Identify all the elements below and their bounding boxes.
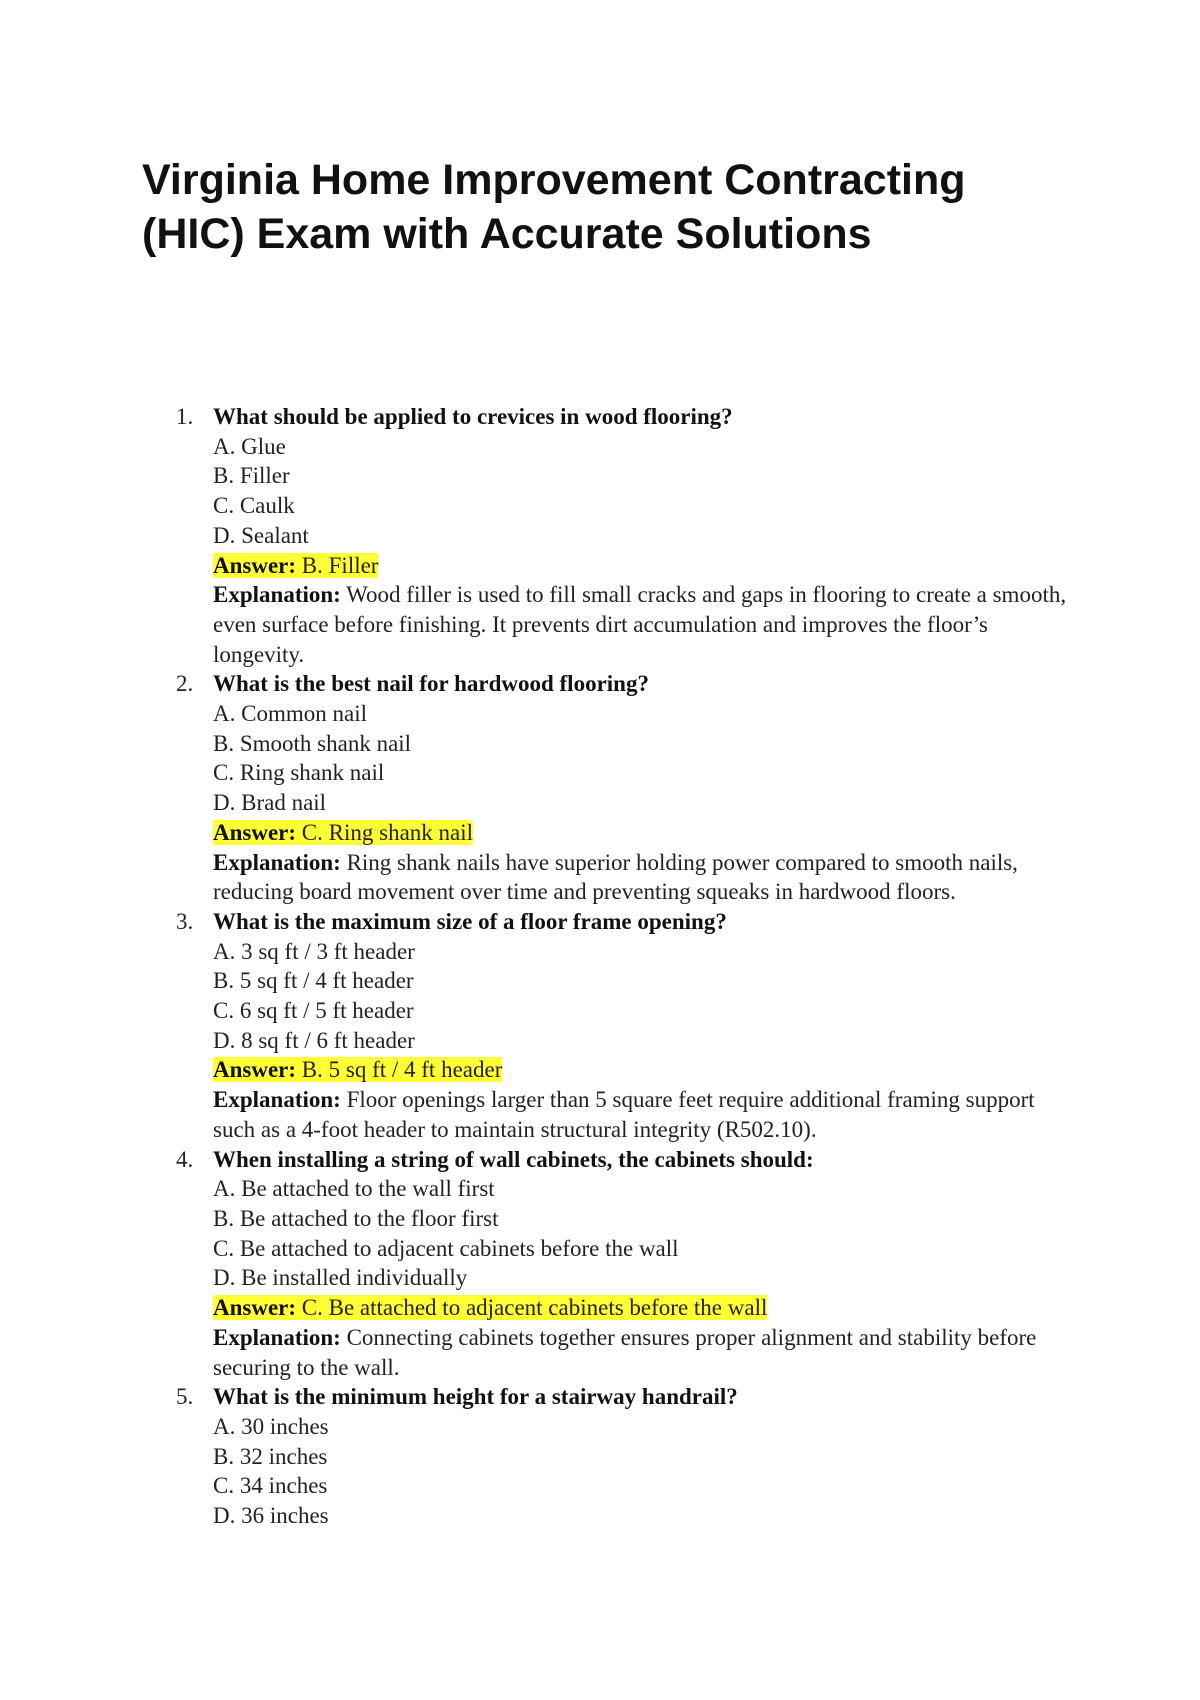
question-text: When installing a string of wall cabinets, the cabinets should: — [213, 1146, 814, 1172]
explanation-label: Explanation: — [213, 1324, 341, 1350]
answer-value: B. Filler — [301, 552, 379, 578]
explanation-text: Floor openings larger than 5 square feet require additional framing support such as a 4-foot header to maintain structural integrity (R502.10). — [213, 1087, 1035, 1142]
option-a: A. 30 inches — [213, 1413, 329, 1439]
answer-value: B. 5 sq ft / 4 ft header — [301, 1057, 503, 1083]
question-text: What is the best nail for hardwood flooring? — [213, 671, 649, 697]
option-c: C. Ring shank nail — [213, 760, 385, 786]
explanation-text: Ring shank nails have superior holding power compared to smooth nails, reducing board movement over time and preventing squeaks in hardwood floors. — [213, 849, 1018, 905]
answer-line — [213, 818, 1076, 848]
answer-highlight — [213, 1057, 502, 1082]
question-item-3 — [176, 907, 1076, 1145]
explanation-text: Connecting cabinets together ensures proper alignment and stability before securing to the wall. — [213, 1324, 1037, 1380]
answer-line — [213, 551, 1076, 581]
question-item-2 — [176, 669, 1076, 907]
option-d: D. Be installed individually — [213, 1265, 468, 1291]
question-text: What should be applied to crevices in wood flooring? — [213, 404, 733, 429]
question-item-5 — [176, 1382, 1076, 1531]
question-number: 1. — [176, 404, 194, 429]
question-text: What is the maximum size of a floor frame opening? — [213, 908, 727, 934]
option-b: B. Smooth shank nail — [213, 730, 412, 756]
explanation — [213, 848, 1076, 907]
question-item-1 — [176, 402, 1076, 669]
option-d: D. 8 sq ft / 6 ft header — [213, 1027, 415, 1053]
answer-label: Answer: — [213, 1295, 297, 1321]
answer-line — [213, 1293, 1076, 1323]
question-item-4 — [176, 1145, 1076, 1383]
explanation — [213, 1323, 1076, 1382]
answer-highlight — [213, 1295, 767, 1320]
question-list — [176, 402, 1076, 1531]
answer-value: C. Ring shank nail — [301, 819, 474, 845]
option-b: B. 5 sq ft / 4 ft header — [213, 968, 414, 994]
answer-label: Answer: — [213, 819, 297, 845]
option-c: C. Be attached to adjacent cabinets before the wall — [213, 1235, 679, 1261]
question-number: 3. — [176, 908, 194, 934]
option-c: C. Caulk — [213, 493, 295, 519]
answer-highlight — [213, 553, 378, 578]
explanation-label: Explanation: — [213, 582, 341, 608]
option-c: C. 6 sq ft / 5 ft header — [213, 998, 414, 1024]
option-b: B. 32 inches — [213, 1443, 328, 1469]
question-number: 4. — [176, 1146, 194, 1172]
answer-line — [213, 1055, 1076, 1085]
question-text: What is the minimum height for a stairway handrail? — [213, 1384, 738, 1410]
answer-value: C. Be attached to adjacent cabinets before the wall — [301, 1295, 768, 1321]
answer-label: Answer: — [213, 552, 297, 578]
option-b: B. Filler — [213, 463, 290, 489]
option-b: B. Be attached to the floor first — [213, 1205, 499, 1231]
answer-highlight — [213, 820, 473, 845]
option-a: A. 3 sq ft / 3 ft header — [213, 938, 415, 964]
title-line-2: (HIC) Exam with Accurate Solutions — [142, 210, 872, 258]
option-a: A. Glue — [213, 433, 286, 459]
title-line-1: Virginia Home Improvement Contracting — [142, 156, 966, 204]
option-a: A. Common nail — [213, 701, 367, 727]
option-c: C. 34 inches — [213, 1473, 328, 1499]
explanation-label: Explanation: — [213, 1087, 341, 1113]
option-d: D. Sealant — [213, 522, 309, 548]
document-title — [142, 153, 1102, 261]
explanation — [213, 1085, 1076, 1144]
option-a: A. Be attached to the wall first — [213, 1176, 495, 1202]
option-d: D. Brad nail — [213, 790, 327, 816]
explanation-text: Wood filler is used to fill small cracks and gaps in flooring to create a smooth, even surface before finishing. It prevents dirt accumulation and improves the floor’s longevity. — [213, 582, 1067, 667]
question-number: 2. — [176, 671, 194, 697]
option-d: D. 36 inches — [213, 1503, 329, 1529]
explanation — [213, 580, 1076, 669]
explanation-label: Explanation: — [213, 849, 341, 875]
answer-label: Answer: — [213, 1057, 297, 1083]
question-number: 5. — [176, 1384, 194, 1410]
